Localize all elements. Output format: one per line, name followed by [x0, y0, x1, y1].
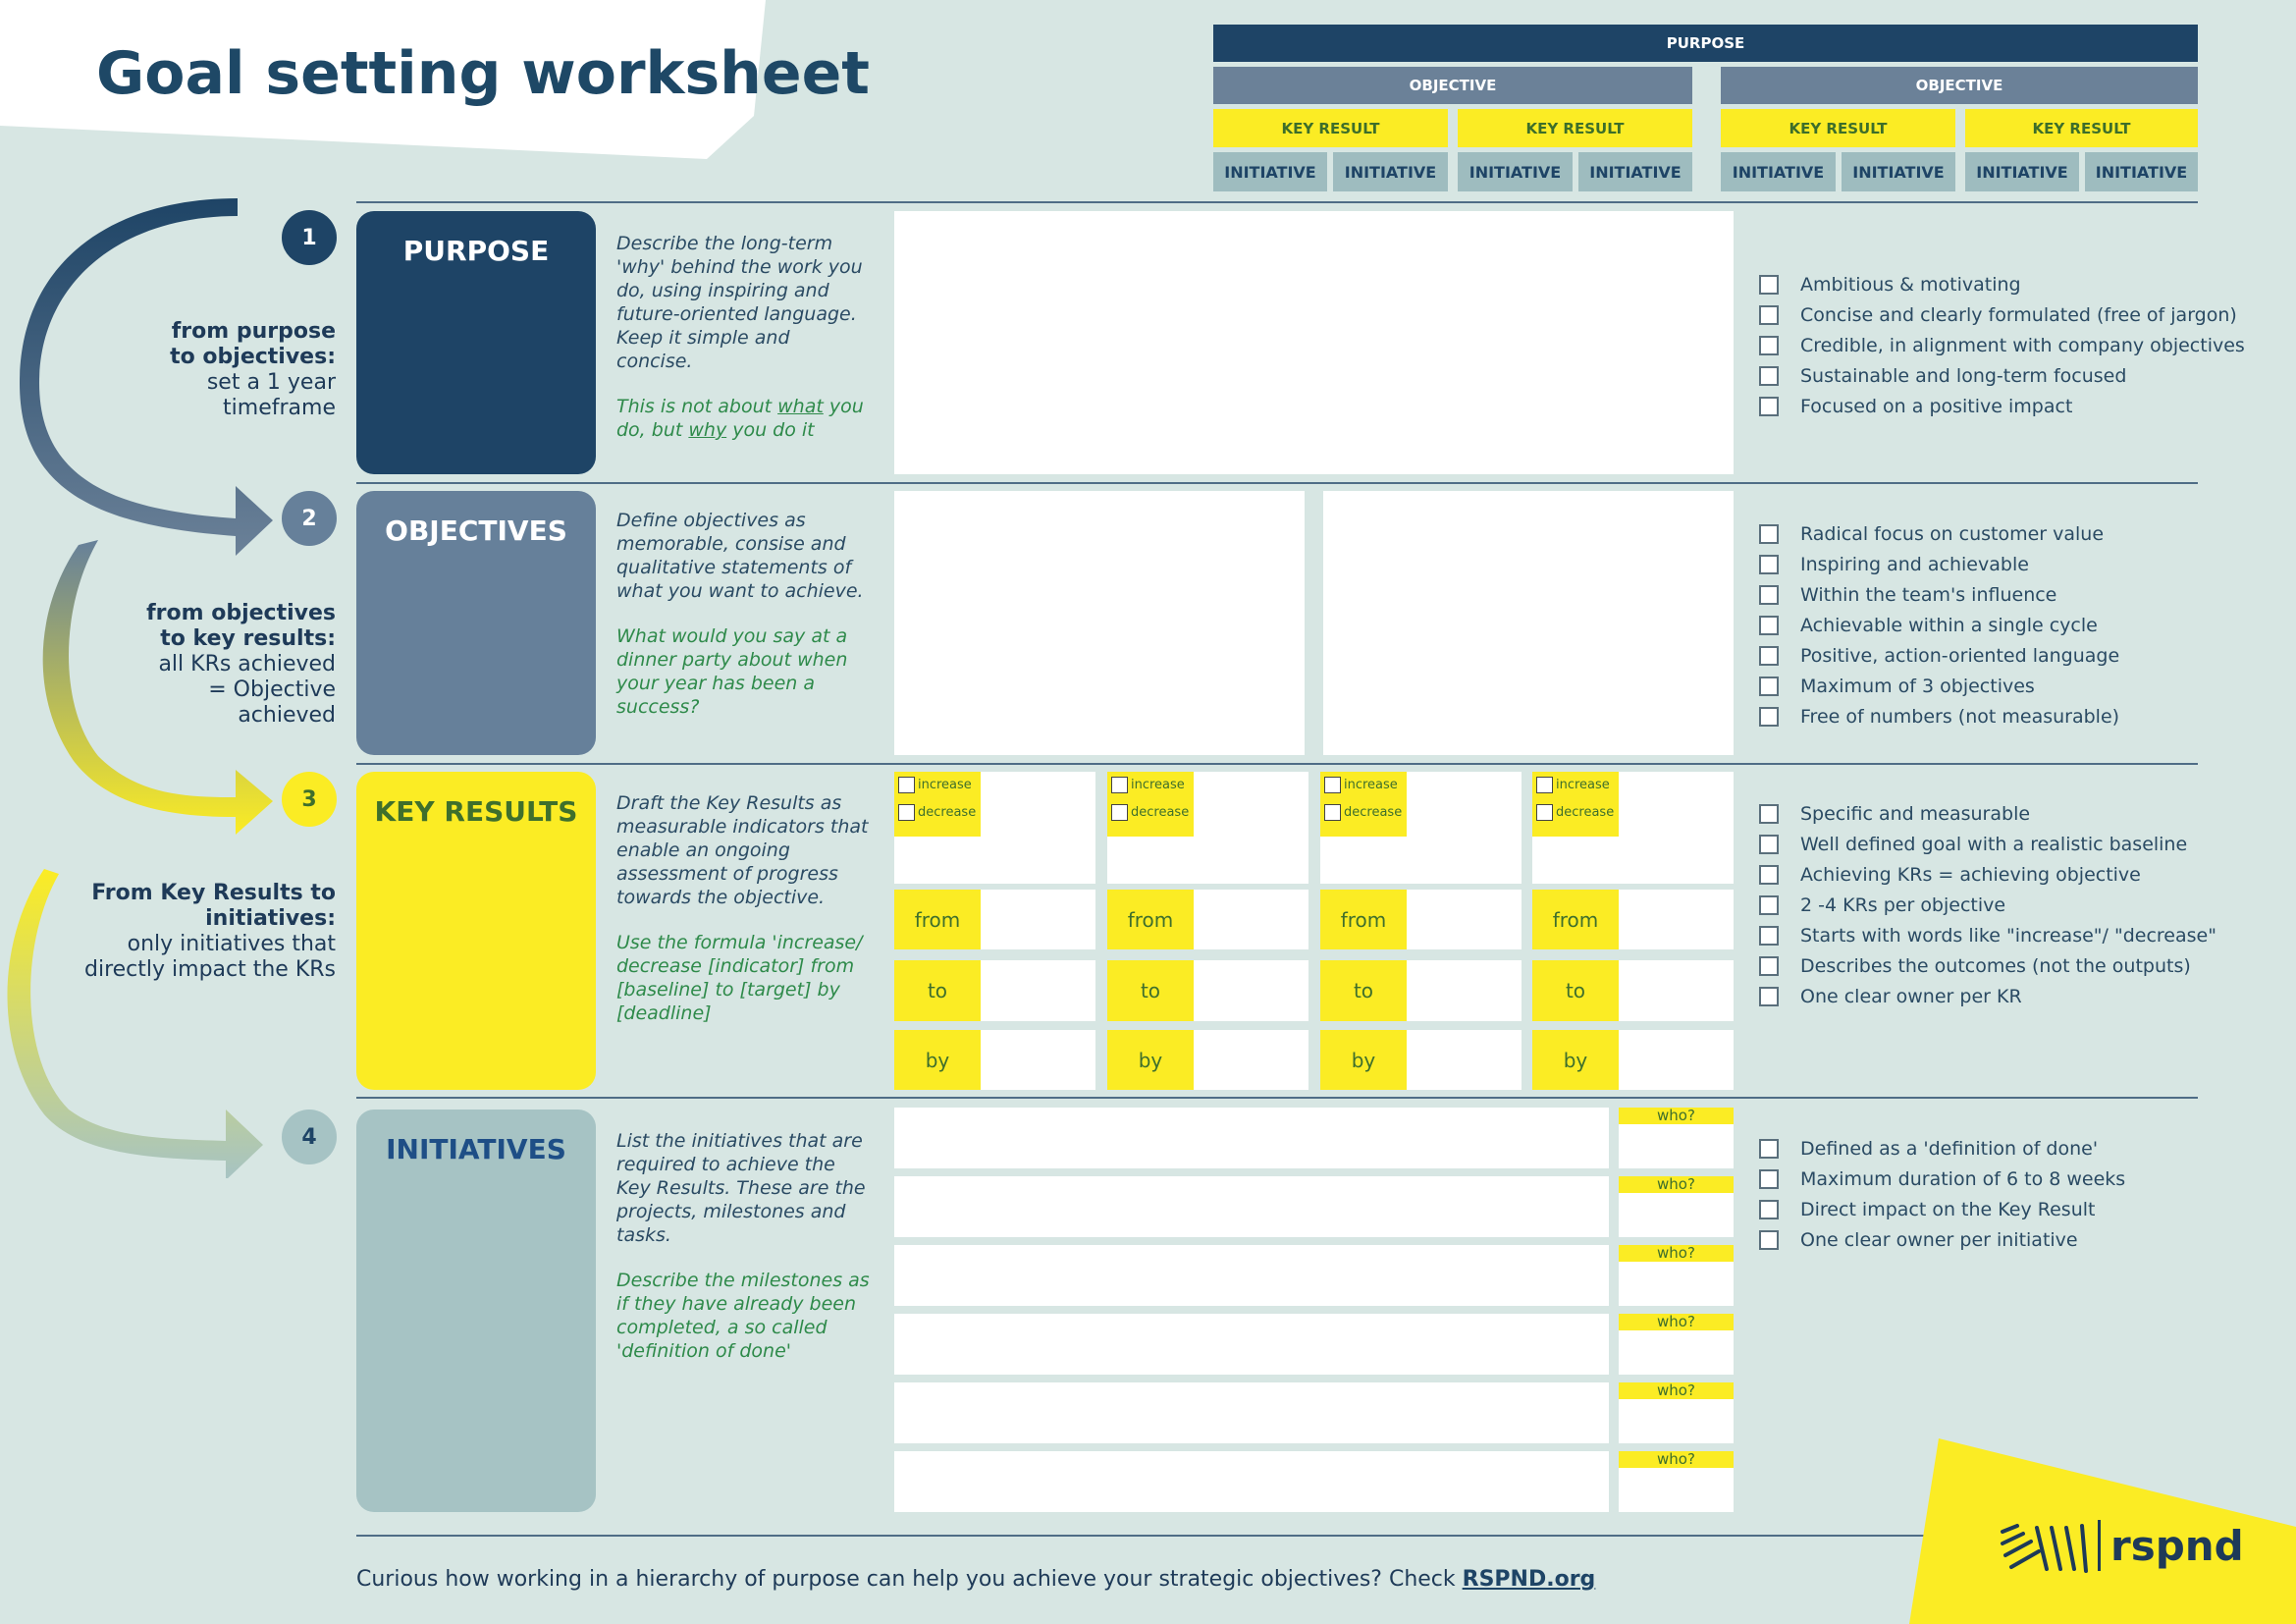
to-label: to — [1532, 960, 1619, 1021]
to-label: to — [894, 960, 981, 1021]
objective-input-box-1[interactable] — [894, 491, 1305, 755]
increase-label: increase — [918, 778, 972, 792]
footer-link[interactable]: RSPND.org — [1462, 1567, 1596, 1592]
decrease-option[interactable] — [1536, 804, 1614, 821]
header-initiative: INITIATIVE — [1965, 152, 2079, 191]
brand-divider — [2098, 1520, 2101, 1571]
purpose-tip: This is not about what you do, but why you do it — [616, 396, 864, 441]
to-input[interactable] — [981, 960, 1095, 1021]
footer-copy: Curious how working in a hierarchy of purpose can help you achieve your strategic objectives? Check — [356, 1567, 1463, 1592]
initiative-input[interactable] — [894, 1245, 1609, 1306]
by-label: by — [1532, 1030, 1619, 1090]
checklist-item[interactable] — [1759, 391, 2245, 421]
arrow-text-bold: from objectives to key results: — [146, 601, 336, 651]
initiatives-tip: Describe the milestones as if they have already been completed, a so called 'definition of done' — [616, 1270, 870, 1362]
checklist-label: Describes the outcomes (not the outputs) — [1800, 954, 2191, 977]
decrease-label: decrease — [1131, 805, 1190, 820]
header-key-result-3: KEY RESULT — [1721, 109, 1955, 147]
checklist-item[interactable] — [1759, 299, 2245, 330]
checkbox-icon[interactable] — [1759, 524, 1779, 544]
checklist-label: Ambitious & motivating — [1800, 273, 2021, 296]
initiative-input[interactable] — [894, 1382, 1609, 1443]
initiative-input[interactable] — [894, 1451, 1609, 1512]
checkbox-icon[interactable] — [1324, 804, 1341, 821]
checkbox-icon[interactable] — [1759, 835, 1779, 854]
checklist-item[interactable] — [1759, 518, 2119, 549]
checklist-label: Achievable within a single cycle — [1800, 614, 2098, 636]
to-input[interactable] — [1619, 960, 1734, 1021]
owner-input[interactable] — [1619, 1330, 1734, 1375]
objectives-tip: What would you say at a dinner party about when your year has been a success? — [616, 625, 848, 718]
checkbox-icon[interactable] — [1759, 555, 1779, 574]
checklist-label: Credible, in alignment with company objectives — [1800, 334, 2245, 356]
to-input[interactable] — [1407, 960, 1522, 1021]
checkbox-icon[interactable] — [898, 777, 915, 793]
checkbox-icon[interactable] — [1759, 865, 1779, 885]
who-label: who? — [1619, 1108, 1734, 1124]
owner-input[interactable] — [1619, 1468, 1734, 1512]
checkbox-icon[interactable] — [1111, 804, 1128, 821]
arrow-text-rest: only initiatives that directly impact the KRs — [84, 932, 336, 982]
checklist-label: Maximum of 3 objectives — [1800, 675, 2035, 697]
checklist-item[interactable] — [1759, 671, 2119, 701]
brand-name: rspnd — [2110, 1522, 2244, 1570]
checklist-item[interactable] — [1759, 579, 2119, 610]
checkbox-icon[interactable] — [1759, 895, 1779, 915]
increase-decrease-toggle — [894, 772, 981, 837]
purpose-description — [616, 232, 872, 463]
arrow-text-bold: From Key Results to initiatives: — [91, 881, 336, 931]
divider — [356, 1097, 2198, 1099]
header-initiative: INITIATIVE — [1721, 152, 1836, 191]
purpose-input-box[interactable] — [894, 211, 1734, 474]
step-number-2: 2 — [282, 491, 337, 546]
section-key-results: KEY RESULTS — [356, 772, 596, 1090]
checkbox-icon[interactable] — [1759, 336, 1779, 355]
checkbox-icon[interactable] — [1536, 804, 1553, 821]
decrease-label: decrease — [1344, 805, 1403, 820]
checklist-label: Focused on a positive impact — [1800, 395, 2073, 417]
from-label: from — [894, 890, 981, 949]
by-label: by — [894, 1030, 981, 1090]
checklist-label: Free of numbers (not measurable) — [1800, 705, 2120, 728]
increase-option[interactable] — [1324, 777, 1398, 793]
increase-label: increase — [1344, 778, 1398, 792]
checkbox-icon[interactable] — [1759, 305, 1779, 325]
divider — [356, 201, 2198, 203]
to-label: to — [1107, 960, 1194, 1021]
header-initiative: INITIATIVE — [1213, 152, 1327, 191]
checklist-label: Concise and clearly formulated (free of jargon) — [1800, 303, 2237, 326]
checkbox-icon[interactable] — [1759, 804, 1779, 824]
header-initiative: INITIATIVE — [2085, 152, 2198, 191]
arrow-text-2 — [139, 601, 336, 729]
initiatives-checklist — [1759, 1133, 2125, 1255]
by-label: by — [1320, 1030, 1407, 1090]
who-label: who? — [1619, 1451, 1734, 1468]
checklist-item[interactable] — [1759, 1133, 2125, 1164]
who-label: who? — [1619, 1382, 1734, 1399]
checkbox-icon[interactable] — [1759, 956, 1779, 976]
checkbox-icon[interactable] — [1759, 585, 1779, 605]
key-results-tip: Use the formula 'increase/ decrease [indicator] from [baseline] to [target] by [deadline] — [616, 932, 863, 1024]
increase-option[interactable] — [898, 777, 972, 793]
from-label: from — [1532, 890, 1619, 949]
checklist-label: Positive, action-oriented language — [1800, 644, 2120, 667]
checklist-item[interactable] — [1759, 549, 2119, 579]
header-initiative: INITIATIVE — [1842, 152, 1955, 191]
checklist-item[interactable] — [1759, 269, 2245, 299]
arrow-text-rest: all KRs achieved = Objective achieved — [158, 652, 336, 728]
objectives-description — [616, 509, 872, 740]
description-text: Define objectives as memorable, consise and qualitative statements of what you want to achieve. — [616, 510, 864, 602]
purpose-checklist — [1759, 269, 2245, 421]
from-label: from — [1107, 890, 1194, 949]
checklist-item[interactable] — [1759, 981, 2216, 1011]
checkbox-icon[interactable] — [1759, 366, 1779, 386]
initiative-input[interactable] — [894, 1314, 1609, 1375]
checklist-item[interactable] — [1759, 640, 2119, 671]
checklist-label: One clear owner per initiative — [1800, 1228, 2078, 1251]
owner-input[interactable] — [1619, 1193, 1734, 1237]
checklist-label: Defined as a 'definition of done' — [1800, 1137, 2099, 1160]
checklist-label: Achieving KRs = achieving objective — [1800, 863, 2141, 886]
increase-label: increase — [1131, 778, 1185, 792]
decrease-label: decrease — [918, 805, 977, 820]
checklist-label: Maximum duration of 6 to 8 weeks — [1800, 1167, 2126, 1190]
from-input[interactable] — [1407, 890, 1522, 949]
checklist-item[interactable] — [1759, 890, 2216, 920]
owner-input[interactable] — [1619, 1399, 1734, 1443]
checkbox-icon[interactable] — [1536, 777, 1553, 793]
checklist-label: Within the team's influence — [1800, 583, 2057, 606]
checklist-label: Sustainable and long-term focused — [1800, 364, 2127, 387]
to-label: to — [1320, 960, 1407, 1021]
checkbox-icon[interactable] — [1759, 926, 1779, 946]
checklist-item[interactable] — [1759, 798, 2216, 829]
owner-input[interactable] — [1619, 1262, 1734, 1306]
from-input[interactable] — [1619, 890, 1734, 949]
decrease-option[interactable] — [898, 804, 976, 821]
checklist-label: Specific and measurable — [1800, 802, 2031, 825]
increase-decrease-toggle — [1320, 772, 1407, 837]
header-objective-2: OBJECTIVE — [1721, 67, 2198, 104]
by-label: by — [1107, 1030, 1194, 1090]
increase-option[interactable] — [1536, 777, 1610, 793]
description-text: Describe the long-term 'why' behind the work you do, using inspiring and future-oriented language. Keep it simple and concise. — [616, 233, 863, 372]
from-label: from — [1320, 890, 1407, 949]
who-label: who? — [1619, 1245, 1734, 1262]
decrease-label: decrease — [1556, 805, 1615, 820]
checklist-item[interactable] — [1759, 330, 2245, 360]
checkbox-icon[interactable] — [1759, 646, 1779, 666]
checklist-item[interactable] — [1759, 1164, 2125, 1194]
checklist-label: One clear owner per KR — [1800, 985, 2022, 1007]
checkbox-icon[interactable] — [1324, 777, 1341, 793]
divider — [356, 482, 2198, 484]
section-objectives: OBJECTIVES — [356, 491, 596, 755]
increase-option[interactable] — [1111, 777, 1185, 793]
page-title: Goal setting worksheet — [96, 39, 870, 108]
checklist-item[interactable] — [1759, 829, 2216, 859]
owner-input[interactable] — [1619, 1124, 1734, 1168]
arrow-text-1 — [159, 319, 336, 421]
by-input[interactable] — [981, 1030, 1095, 1090]
step-number-4: 4 — [282, 1110, 337, 1164]
decrease-option[interactable] — [1111, 804, 1189, 821]
checklist-item[interactable] — [1759, 1224, 2125, 1255]
checkbox-icon[interactable] — [1759, 1169, 1779, 1189]
divider — [356, 1535, 1927, 1537]
checkbox-icon[interactable] — [1111, 777, 1128, 793]
header-initiative: INITIATIVE — [1458, 152, 1573, 191]
checkbox-icon[interactable] — [1759, 987, 1779, 1006]
step-number-1: 1 — [282, 210, 337, 265]
from-input[interactable] — [981, 890, 1095, 949]
checkbox-icon[interactable] — [1759, 275, 1779, 295]
rspnd-logo-icon — [1998, 1522, 2096, 1577]
section-purpose: PURPOSE — [356, 211, 596, 474]
checklist-label: 2 -4 KRs per objective — [1800, 893, 2006, 916]
checklist-item[interactable] — [1759, 701, 2119, 731]
header-key-result-4: KEY RESULT — [1965, 109, 2198, 147]
header-key-result-2: KEY RESULT — [1458, 109, 1692, 147]
objectives-checklist — [1759, 518, 2119, 731]
arrow-text-3 — [80, 881, 336, 983]
objective-input-box-2[interactable] — [1323, 491, 1734, 755]
checklist-item[interactable] — [1759, 610, 2119, 640]
checkbox-icon[interactable] — [1759, 616, 1779, 635]
checkbox-icon[interactable] — [898, 804, 915, 821]
initiative-input[interactable] — [894, 1108, 1609, 1168]
checklist-item[interactable] — [1759, 950, 2216, 981]
who-label: who? — [1619, 1314, 1734, 1330]
checklist-item[interactable] — [1759, 920, 2216, 950]
checkbox-icon[interactable] — [1759, 1200, 1779, 1219]
increase-label: increase — [1556, 778, 1610, 792]
increase-decrease-toggle — [1532, 772, 1619, 837]
key-results-description — [616, 791, 872, 1047]
from-input[interactable] — [1194, 890, 1308, 949]
by-input[interactable] — [1194, 1030, 1308, 1090]
header-purpose: PURPOSE — [1213, 25, 2198, 62]
checklist-label: Starts with words like "increase"/ "decrease" — [1800, 924, 2216, 947]
decrease-option[interactable] — [1324, 804, 1402, 821]
header-objective-1: OBJECTIVE — [1213, 67, 1692, 104]
initiative-input[interactable] — [894, 1176, 1609, 1237]
increase-decrease-toggle — [1107, 772, 1194, 837]
description-text: Draft the Key Results as measurable indicators that enable an ongoing assessment of progress towards the objective. — [616, 792, 869, 908]
checklist-item[interactable] — [1759, 859, 2216, 890]
header-key-result-1: KEY RESULT — [1213, 109, 1448, 147]
arrow-text-rest: set a 1 year timeframe — [206, 370, 336, 420]
to-input[interactable] — [1194, 960, 1308, 1021]
checkbox-icon[interactable] — [1759, 707, 1779, 727]
checklist-item[interactable] — [1759, 1194, 2125, 1224]
checkbox-icon[interactable] — [1759, 1139, 1779, 1159]
section-initiatives: INITIATIVES — [356, 1110, 596, 1512]
checklist-label: Direct impact on the Key Result — [1800, 1198, 2096, 1220]
initiatives-description — [616, 1129, 872, 1384]
description-text: List the initiatives that are required to achieve the Key Results. These are the projects, milestones and tasks. — [616, 1130, 866, 1246]
divider — [356, 763, 2198, 765]
checklist-label: Inspiring and achievable — [1800, 553, 2029, 575]
checkbox-icon[interactable] — [1759, 397, 1779, 416]
checkbox-icon[interactable] — [1759, 677, 1779, 696]
by-input[interactable] — [1619, 1030, 1734, 1090]
by-input[interactable] — [1407, 1030, 1522, 1090]
header-initiative: INITIATIVE — [1578, 152, 1692, 191]
footer-text — [356, 1567, 1595, 1592]
checklist-label: Well defined goal with a realistic baseline — [1800, 833, 2188, 855]
who-label: who? — [1619, 1176, 1734, 1193]
key-results-checklist — [1759, 798, 2216, 1011]
checkbox-icon[interactable] — [1759, 1230, 1779, 1250]
checklist-label: Radical focus on customer value — [1800, 522, 2105, 545]
checklist-item[interactable] — [1759, 360, 2245, 391]
header-initiative: INITIATIVE — [1333, 152, 1448, 191]
arrow-text-bold: from purpose to objectives: — [170, 319, 336, 369]
step-number-3: 3 — [282, 772, 337, 827]
